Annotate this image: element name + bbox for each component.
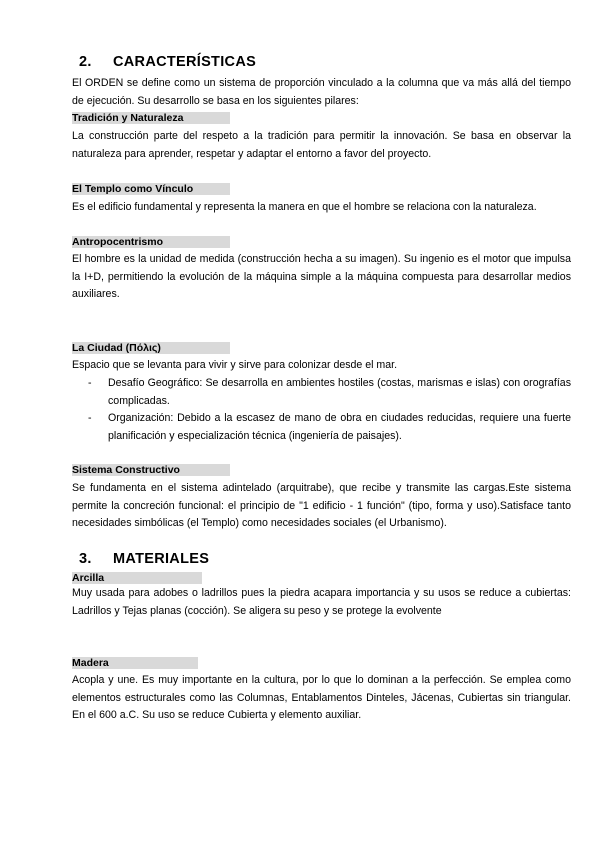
section-number: 3. xyxy=(79,551,92,567)
bullet-text: Organización: Debido a la escasez de mano de obra en ciudades reducidas, requiere una fuerte planificación y especialización técnica (ingeniería de paisajes). xyxy=(108,412,571,442)
bullet-text: Desafío Geográfico: Se desarrolla en ambientes hostiles (costas, marismas e islas) con orografías complicadas. xyxy=(108,377,571,407)
subheading-sistema-constructivo: Sistema Constructivo xyxy=(72,464,230,476)
section-number: 2. xyxy=(79,54,92,70)
paragraph-sistema-constructivo: Se fundamenta en el sistema adintelado (arquitrabe), que recibe y transmite las cargas.Este sistema permite la concreción funcional: el principio de "1 edificio - 1 función" (tipo, forma y uso).Satisface tanto necesidades simbólicas (el Templo) como necesidades sociales (el Urbanismo). xyxy=(72,482,571,529)
bullet-item xyxy=(88,375,571,410)
subheading-ciudad: La Ciudad (Πόλις) xyxy=(72,342,230,354)
subheading-arcilla: Arcilla xyxy=(72,572,202,584)
paragraph-tradicion: La construcción parte del respeto a la tradición para permitir la innovación. Se basa en observar la naturaleza para aprender, respetar y adaptar el entorno a favor del proyecto. xyxy=(72,130,571,160)
section-heading-caracteristicas xyxy=(72,54,256,70)
subheading-tradicion: Tradición y Naturaleza xyxy=(72,112,230,124)
paragraph-arcilla: Muy usada para adobes o ladrillos pues la piedra acapara importancia y su usos se reduce a cubiertas: Ladrillos y Tejas planas (cocción). Se aligera su peso y se protege la evolvente xyxy=(72,587,571,617)
subheading-antropocentrismo: Antropocentrismo xyxy=(72,236,230,248)
bullet-dash: - xyxy=(88,377,92,389)
subheading-madera: Madera xyxy=(72,657,198,669)
section-heading-materiales xyxy=(72,551,209,567)
bullet-dash: - xyxy=(88,412,92,424)
bullet-item xyxy=(88,410,571,445)
section-intro-paragraph: El ORDEN se define como un sistema de proporción vinculado a la columna que va más allá del tiempo de ejecución. Su desarrollo se basa en los siguientes pilares: xyxy=(72,77,571,107)
subheading-templo: El Templo como Vínculo xyxy=(72,183,230,195)
paragraph-ciudad: Espacio que se levanta para vivir y sirve para colonizar desde el mar. xyxy=(72,359,398,371)
paragraph-templo: Es el edificio fundamental y representa la manera en que el hombre se relaciona con la naturaleza. xyxy=(72,201,537,213)
section-title: MATERIALES xyxy=(113,551,210,567)
paragraph-antropocentrismo: El hombre es la unidad de medida (construcción hecha a su imagen). Su ingenio es el motor que impulsa la I+D, permitiendo la evolución de la máquina simple a la máquina compuesta para desarrollar medios auxiliares. xyxy=(72,253,571,300)
paragraph-madera: Acopla y une. Es muy importante en la cultura, por lo que lo dominan a la perfección. Se emplea como elementos estructurales como las Columnas, Entablamentos Dinteles, Jácenas, Cubiertas sin triangular. En el 600 a.C. Su uso se reduce Cubierta y elemento auxiliar. xyxy=(72,674,571,721)
section-title: CARACTERÍSTICAS xyxy=(113,54,257,70)
